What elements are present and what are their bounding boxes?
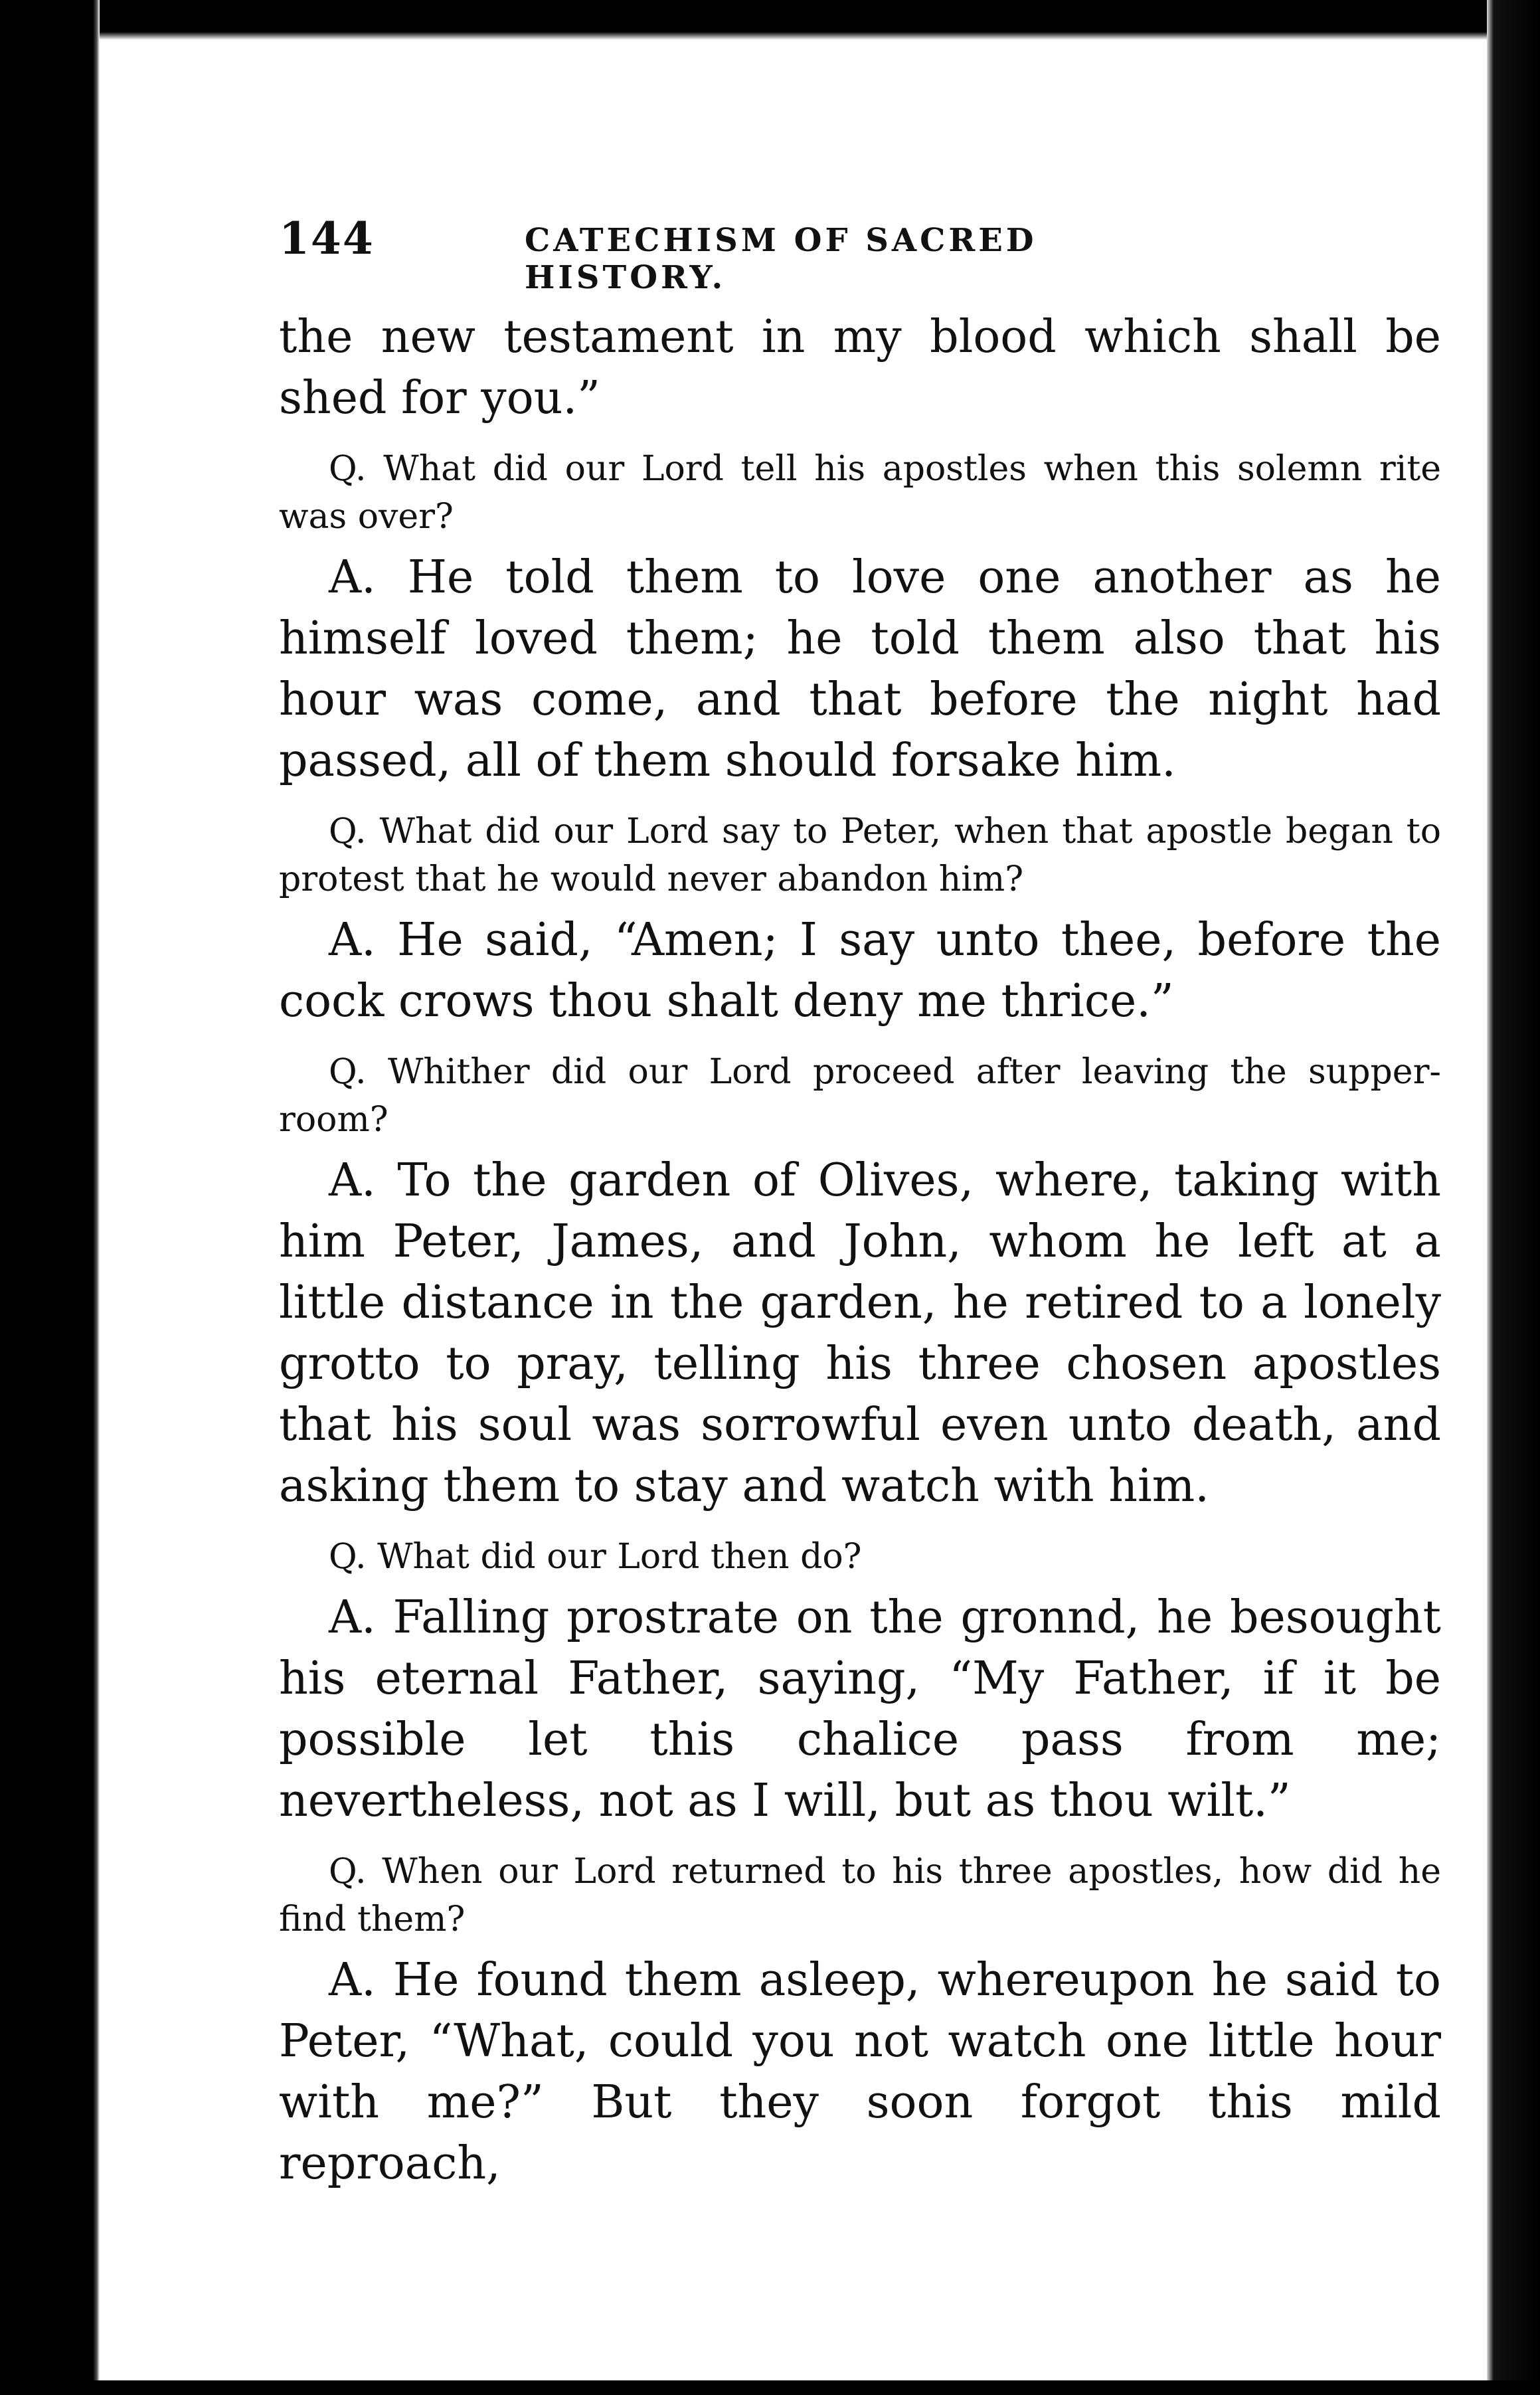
scan-edge-right — [1487, 0, 1540, 2395]
question-paragraph: Q. Whither did our Lord proceed after leaving the supper-room? — [279, 1052, 1441, 1140]
answer-paragraph: A. He said, “Amen; I say unto thee, before the cock crows thou shalt deny me thrice.” — [279, 914, 1441, 1027]
scan-edge-bottom — [0, 2380, 1540, 2395]
question-paragraph: Q. What did our Lord then do? — [329, 1537, 862, 1577]
continuation-paragraph: the new testament in my blood which shall be shed for you.” — [279, 311, 1441, 424]
answer-paragraph: A. Falling prostrate on the gronnd, he besought his eternal Father, saying, “My Father, if it be possible let this chalice pass from me; nevertheless, not as I will, but as thou wilt.” — [279, 1591, 1441, 1827]
question-paragraph: Q. What did our Lord say to Peter, when that apostle began to protest that he would never abandon him? — [279, 812, 1441, 899]
question-paragraph: Q. When our Lord returned to his three apostles, how did he find them? — [279, 1852, 1441, 1939]
scan-edge-left — [0, 0, 100, 2395]
answer-paragraph: A. To the garden of Olives, where, taking with him Peter, James, and John, whom he left at a little distance in the garden, he retired to a lonely grotto to pray, telling his three chosen apostles that his soul was sorrowful even unto death, and asking them to stay and watch with him. — [279, 1154, 1441, 1512]
page-header — [279, 213, 1242, 296]
scan-edge-top — [0, 0, 1540, 40]
question-paragraph: Q. What did our Lord tell his apostles when this solemn rite was over? — [279, 449, 1441, 537]
page-number: 144 — [279, 213, 375, 264]
answer-paragraph: A. He told them to love one another as he himself loved them; he told them also that his hour was come, and that before the night had passed, all of them should forsake him. — [279, 551, 1441, 787]
page-body — [279, 307, 1441, 2194]
running-title: CATECHISM OF SACRED HISTORY. — [525, 222, 1037, 296]
answer-paragraph: A. He found them asleep, whereupon he said to Peter, “What, could you not watch one little hour with me?” But they soon forgot this mild reproach, — [279, 1954, 1441, 2190]
